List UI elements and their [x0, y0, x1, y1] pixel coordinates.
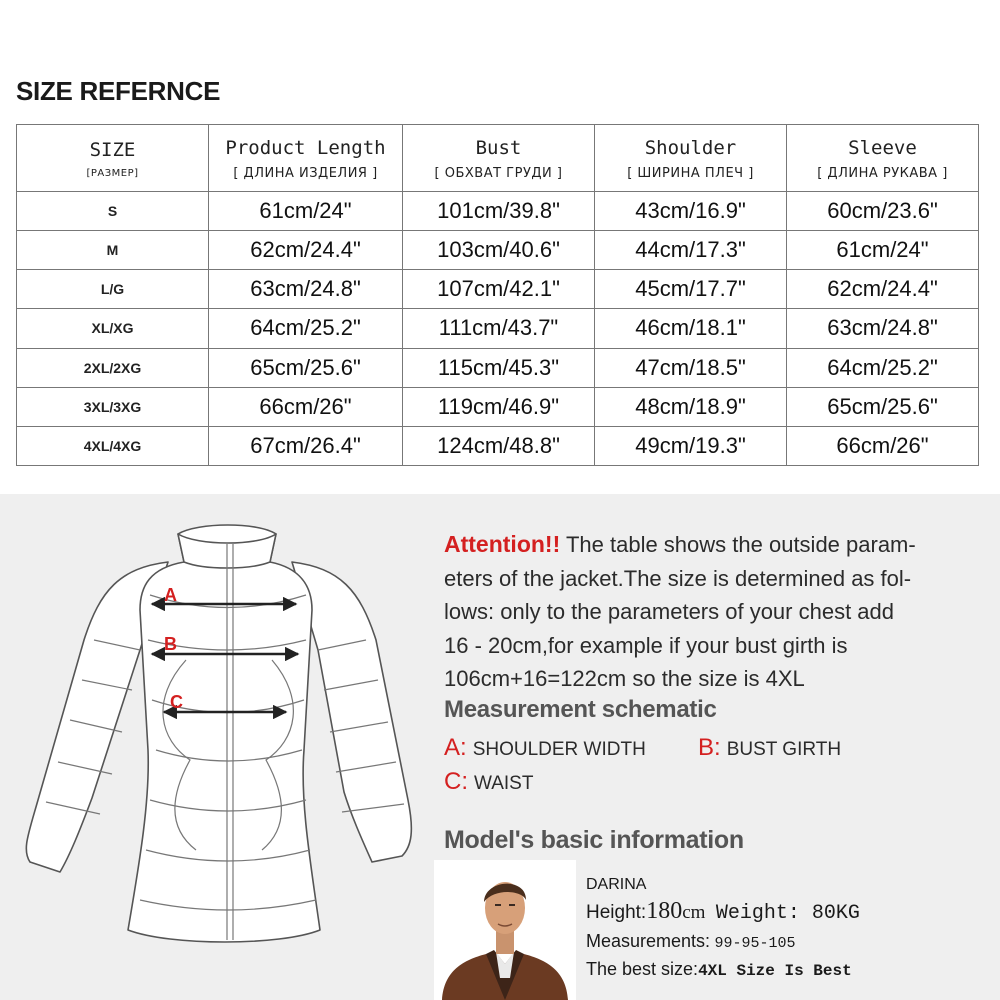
legend-text: SHOULDER WIDTH [472, 739, 646, 760]
size-table-section [0, 0, 1000, 494]
schematic-title: Measurement schematic [444, 696, 717, 723]
best-size-value: 4XL Size Is Best [698, 962, 852, 980]
attention-label: Attention!! [444, 531, 561, 557]
bust-cell: 111cm/43.7" [403, 309, 595, 348]
attention-note [444, 528, 1000, 696]
legend-key: C: [444, 768, 468, 795]
header-bust [403, 125, 595, 192]
height-unit: cm [682, 902, 706, 923]
size-cell: 2XL/2XG [17, 348, 209, 387]
jacket-body [128, 525, 320, 942]
marker-c: C [170, 692, 183, 712]
header-size [17, 125, 209, 192]
header-label-ru: [ ОБХВАТ ГРУДИ ] [434, 165, 563, 181]
attention-line: eters of the jacket.The size is determined as fol- [444, 565, 912, 591]
legend-c [444, 768, 533, 796]
sleeve-cell: 64cm/25.2" [787, 348, 979, 387]
header-label-ru: [РАЗМЕР] [86, 167, 139, 179]
model-title: Model's basic information [444, 826, 744, 854]
shoulder-cell: 45cm/17.7" [595, 270, 787, 309]
header-label: Sleeve [848, 136, 917, 159]
table-row [17, 309, 979, 348]
measurements-label: Measurements: [586, 931, 711, 951]
header-label: Bust [475, 136, 522, 159]
sleeve-cell: 63cm/24.8" [787, 309, 979, 348]
header-sleeve [787, 125, 979, 192]
sleeve-cell: 66cm/26" [787, 426, 979, 465]
shoulder-cell: 47cm/18.5" [595, 348, 787, 387]
legend-text: BUST GIRTH [726, 739, 842, 760]
legend-key: A: [444, 734, 467, 761]
table-row [17, 387, 979, 426]
legend-text: WAIST [474, 773, 534, 794]
size-cell: M [17, 231, 209, 270]
height-label: Height: [586, 902, 647, 923]
sleeve-cell: 61cm/24" [787, 231, 979, 270]
jacket-diagram [0, 500, 420, 1000]
length-cell: 66cm/26" [209, 387, 403, 426]
bust-cell: 103cm/40.6" [403, 231, 595, 270]
header-label-ru: [ ДЛИНА РУКАВА ] [817, 165, 948, 181]
size-cell: S [17, 192, 209, 231]
size-cell: 4XL/4XG [17, 426, 209, 465]
legend-a [444, 734, 646, 762]
best-size-label: The best size: [586, 959, 699, 979]
header-label: Product Length [225, 136, 386, 159]
table-row [17, 192, 979, 231]
model-name: DARINA [586, 876, 647, 893]
model-info [586, 874, 860, 984]
table-row [17, 270, 979, 309]
length-cell: 64cm/25.2" [209, 309, 403, 348]
shoulder-cell: 49cm/19.3" [595, 426, 787, 465]
model-photo [434, 860, 576, 1000]
bust-cell: 124cm/48.8" [403, 426, 595, 465]
attention-line: The table shows the outside param- [565, 532, 916, 557]
header-label: Shoulder [644, 136, 737, 159]
header-label: SIZE [89, 138, 136, 161]
length-cell: 61cm/24" [209, 192, 403, 231]
shoulder-cell: 43cm/16.9" [595, 192, 787, 231]
shoulder-cell: 46cm/18.1" [595, 309, 787, 348]
length-cell: 65cm/25.6" [209, 348, 403, 387]
header-label-ru: [ ДЛИНА ИЗДЕЛИЯ ] [233, 165, 378, 181]
size-table [16, 124, 979, 466]
bust-cell: 107cm/42.1" [403, 270, 595, 309]
shoulder-cell: 48cm/18.9" [595, 387, 787, 426]
marker-a: A [164, 585, 177, 605]
length-cell: 63cm/24.8" [209, 270, 403, 309]
sleeve-cell: 65cm/25.6" [787, 387, 979, 426]
length-cell: 62cm/24.4" [209, 231, 403, 270]
size-cell: L/G [17, 270, 209, 309]
shoulder-cell: 44cm/17.3" [595, 231, 787, 270]
sleeve-cell: 60cm/23.6" [787, 192, 979, 231]
header-label-ru: [ ШИРИНА ПЛЕЧ ] [627, 165, 754, 181]
table-row [17, 231, 979, 270]
weight-value: Weight: 80KG [715, 902, 860, 925]
header-length [209, 125, 403, 192]
attention-line: lows: only to the parameters of your chest add [444, 599, 895, 624]
size-cell: XL/XG [17, 309, 209, 348]
header-shoulder [595, 125, 787, 192]
marker-b: B [164, 634, 177, 654]
height-value: 180 [646, 898, 683, 924]
sleeve-cell: 62cm/24.4" [787, 270, 979, 309]
page-title: SIZE REFERNCE [16, 76, 221, 106]
attention-line: 16 - 20cm,for example if your bust girth is [444, 632, 848, 658]
measurements-value: 99-95-105 [714, 935, 796, 952]
legend-b [698, 734, 841, 762]
table-row [17, 426, 979, 465]
bust-cell: 115cm/45.3" [403, 348, 595, 387]
attention-line: 106cm+16=122cm so the size is 4XL [444, 666, 805, 691]
length-cell: 67cm/26.4" [209, 426, 403, 465]
table-header-row [17, 125, 979, 192]
bust-cell: 101cm/39.8" [403, 192, 595, 231]
legend-key: B: [698, 734, 721, 761]
size-cell: 3XL/3XG [17, 387, 209, 426]
bust-cell: 119cm/46.9" [403, 387, 595, 426]
table-row [17, 348, 979, 387]
